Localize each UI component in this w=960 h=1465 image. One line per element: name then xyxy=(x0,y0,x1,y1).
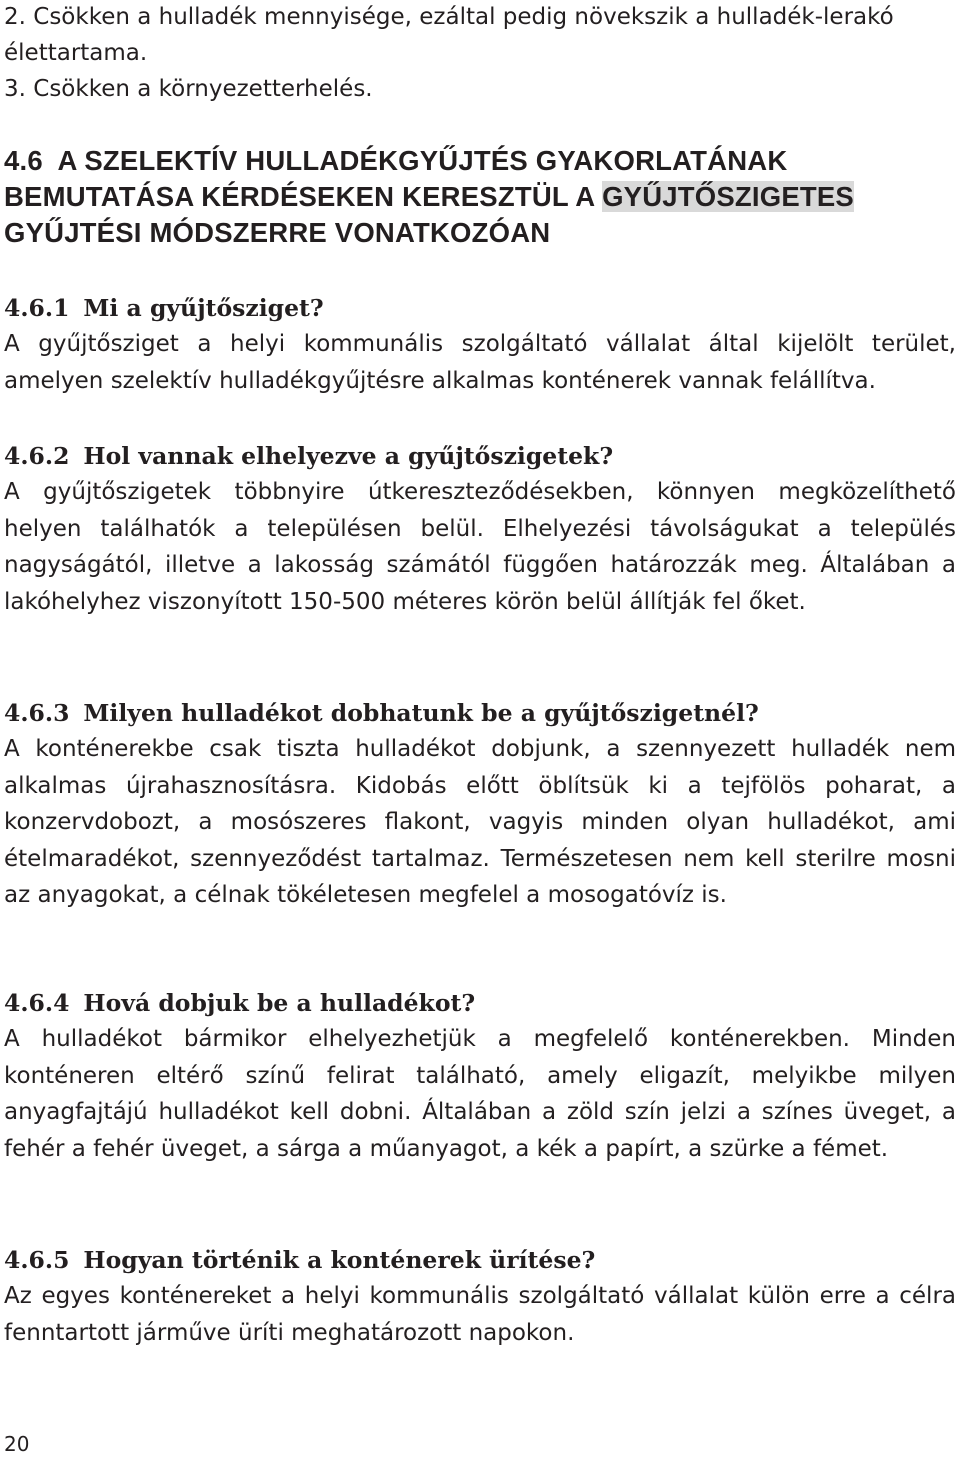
list-item: 2. Csökken a hulladék mennyisége, ezáltal pedig növekszik a hulladék-lerakó élettartama. xyxy=(4,4,894,66)
section-4-6-2 xyxy=(4,438,956,620)
chapter-heading xyxy=(4,143,956,251)
section-body: A gyűjtőszigetek többnyire útkereszteződésekben, könnyen megközelíthető helyen találhatók a településen belül. Elhelyezési távolságukat a település nagyságától, illetve a lakosság számától függően határozzák meg. Általában a lakóhelyhez viszonyított 150-500 méteres körön belül állítják fel őket. xyxy=(4,479,956,615)
section-4-6-1 xyxy=(4,290,956,399)
section-number: 4.6.4 xyxy=(4,989,70,1017)
section-title: Hogyan történik a konténerek ürítése? xyxy=(83,1246,596,1274)
section-4-6-3 xyxy=(4,695,956,914)
section-number: 4.6.1 xyxy=(4,294,70,322)
list-item: 3. Csökken a környezetterhelés. xyxy=(4,76,373,102)
highlighted-term: GYŰJTŐSZIGETES xyxy=(602,181,854,212)
section-number: 4.6.3 xyxy=(4,699,70,727)
chapter-title-part: A SZELEKTÍV HULLADÉKGYŰJTÉS GYAKORLATÁNAK BEMUTATÁSA KÉRDÉSEKEN KERESZTÜL A xyxy=(4,145,788,212)
section-title: Hol vannak elhelyezve a gyűjtőszigetek? xyxy=(83,442,614,470)
section-number: 4.6.5 xyxy=(4,1246,70,1274)
section-heading xyxy=(4,438,956,474)
section-heading xyxy=(4,1242,956,1278)
section-heading xyxy=(4,985,956,1021)
section-body: Az egyes konténereket a helyi kommunális szolgáltató vállalat külön erre a célra fenntartott járműve üríti meghatározott napokon. xyxy=(4,1283,956,1346)
section-heading xyxy=(4,290,956,326)
section-number: 4.6.2 xyxy=(4,442,70,470)
section-title: Mi a gyűjtősziget? xyxy=(83,294,324,322)
section-title: Hová dobjuk be a hulladékot? xyxy=(83,989,476,1017)
chapter-number: 4.6 xyxy=(4,145,43,176)
page-number: 20 xyxy=(4,1432,30,1456)
section-4-6-4 xyxy=(4,985,956,1167)
intro-list xyxy=(4,0,956,107)
chapter-title-part: GYŰJTÉSI MÓDSZERRE VONATKOZÓAN xyxy=(4,217,551,248)
section-body: A gyűjtősziget a helyi kommunális szolgáltató vállalat által kijelölt terület, amelyen szelektív hulladékgyűjtésre alkalmas konténerek vannak felállítva. xyxy=(4,331,956,394)
section-body: A konténerekbe csak tiszta hulladékot dobjunk, a szennyezett hulladék nem alkalmas újrahasznosításra. Kidobás előtt öblítsük ki a tejfölös poharat, a konzervdobozt, a mosószeres flakont, vagyis minden olyan hulladékot, ami ételmaradékot, szennyeződést tartalmaz. Természetesen nem kell sterilre mosni az anyagokat, a célnak tökéletesen megfelel a mosogatóvíz is. xyxy=(4,736,956,909)
section-4-6-5 xyxy=(4,1242,956,1351)
section-title: Milyen hulladékot dobhatunk be a gyűjtőszigetnél? xyxy=(83,699,759,727)
section-heading xyxy=(4,695,956,731)
section-body: A hulladékot bármikor elhelyezhetjük a megfelelő konténerekben. Minden konténeren eltérő színű felirat található, amely eligazít, melyikbe milyen anyagfajtájú hulladékot kell dobni. Általában a zöld szín jelzi a színes üveget, a fehér a fehér üveget, a sárga a műanyagot, a kék a papírt, a szürke a fémet. xyxy=(4,1026,956,1162)
